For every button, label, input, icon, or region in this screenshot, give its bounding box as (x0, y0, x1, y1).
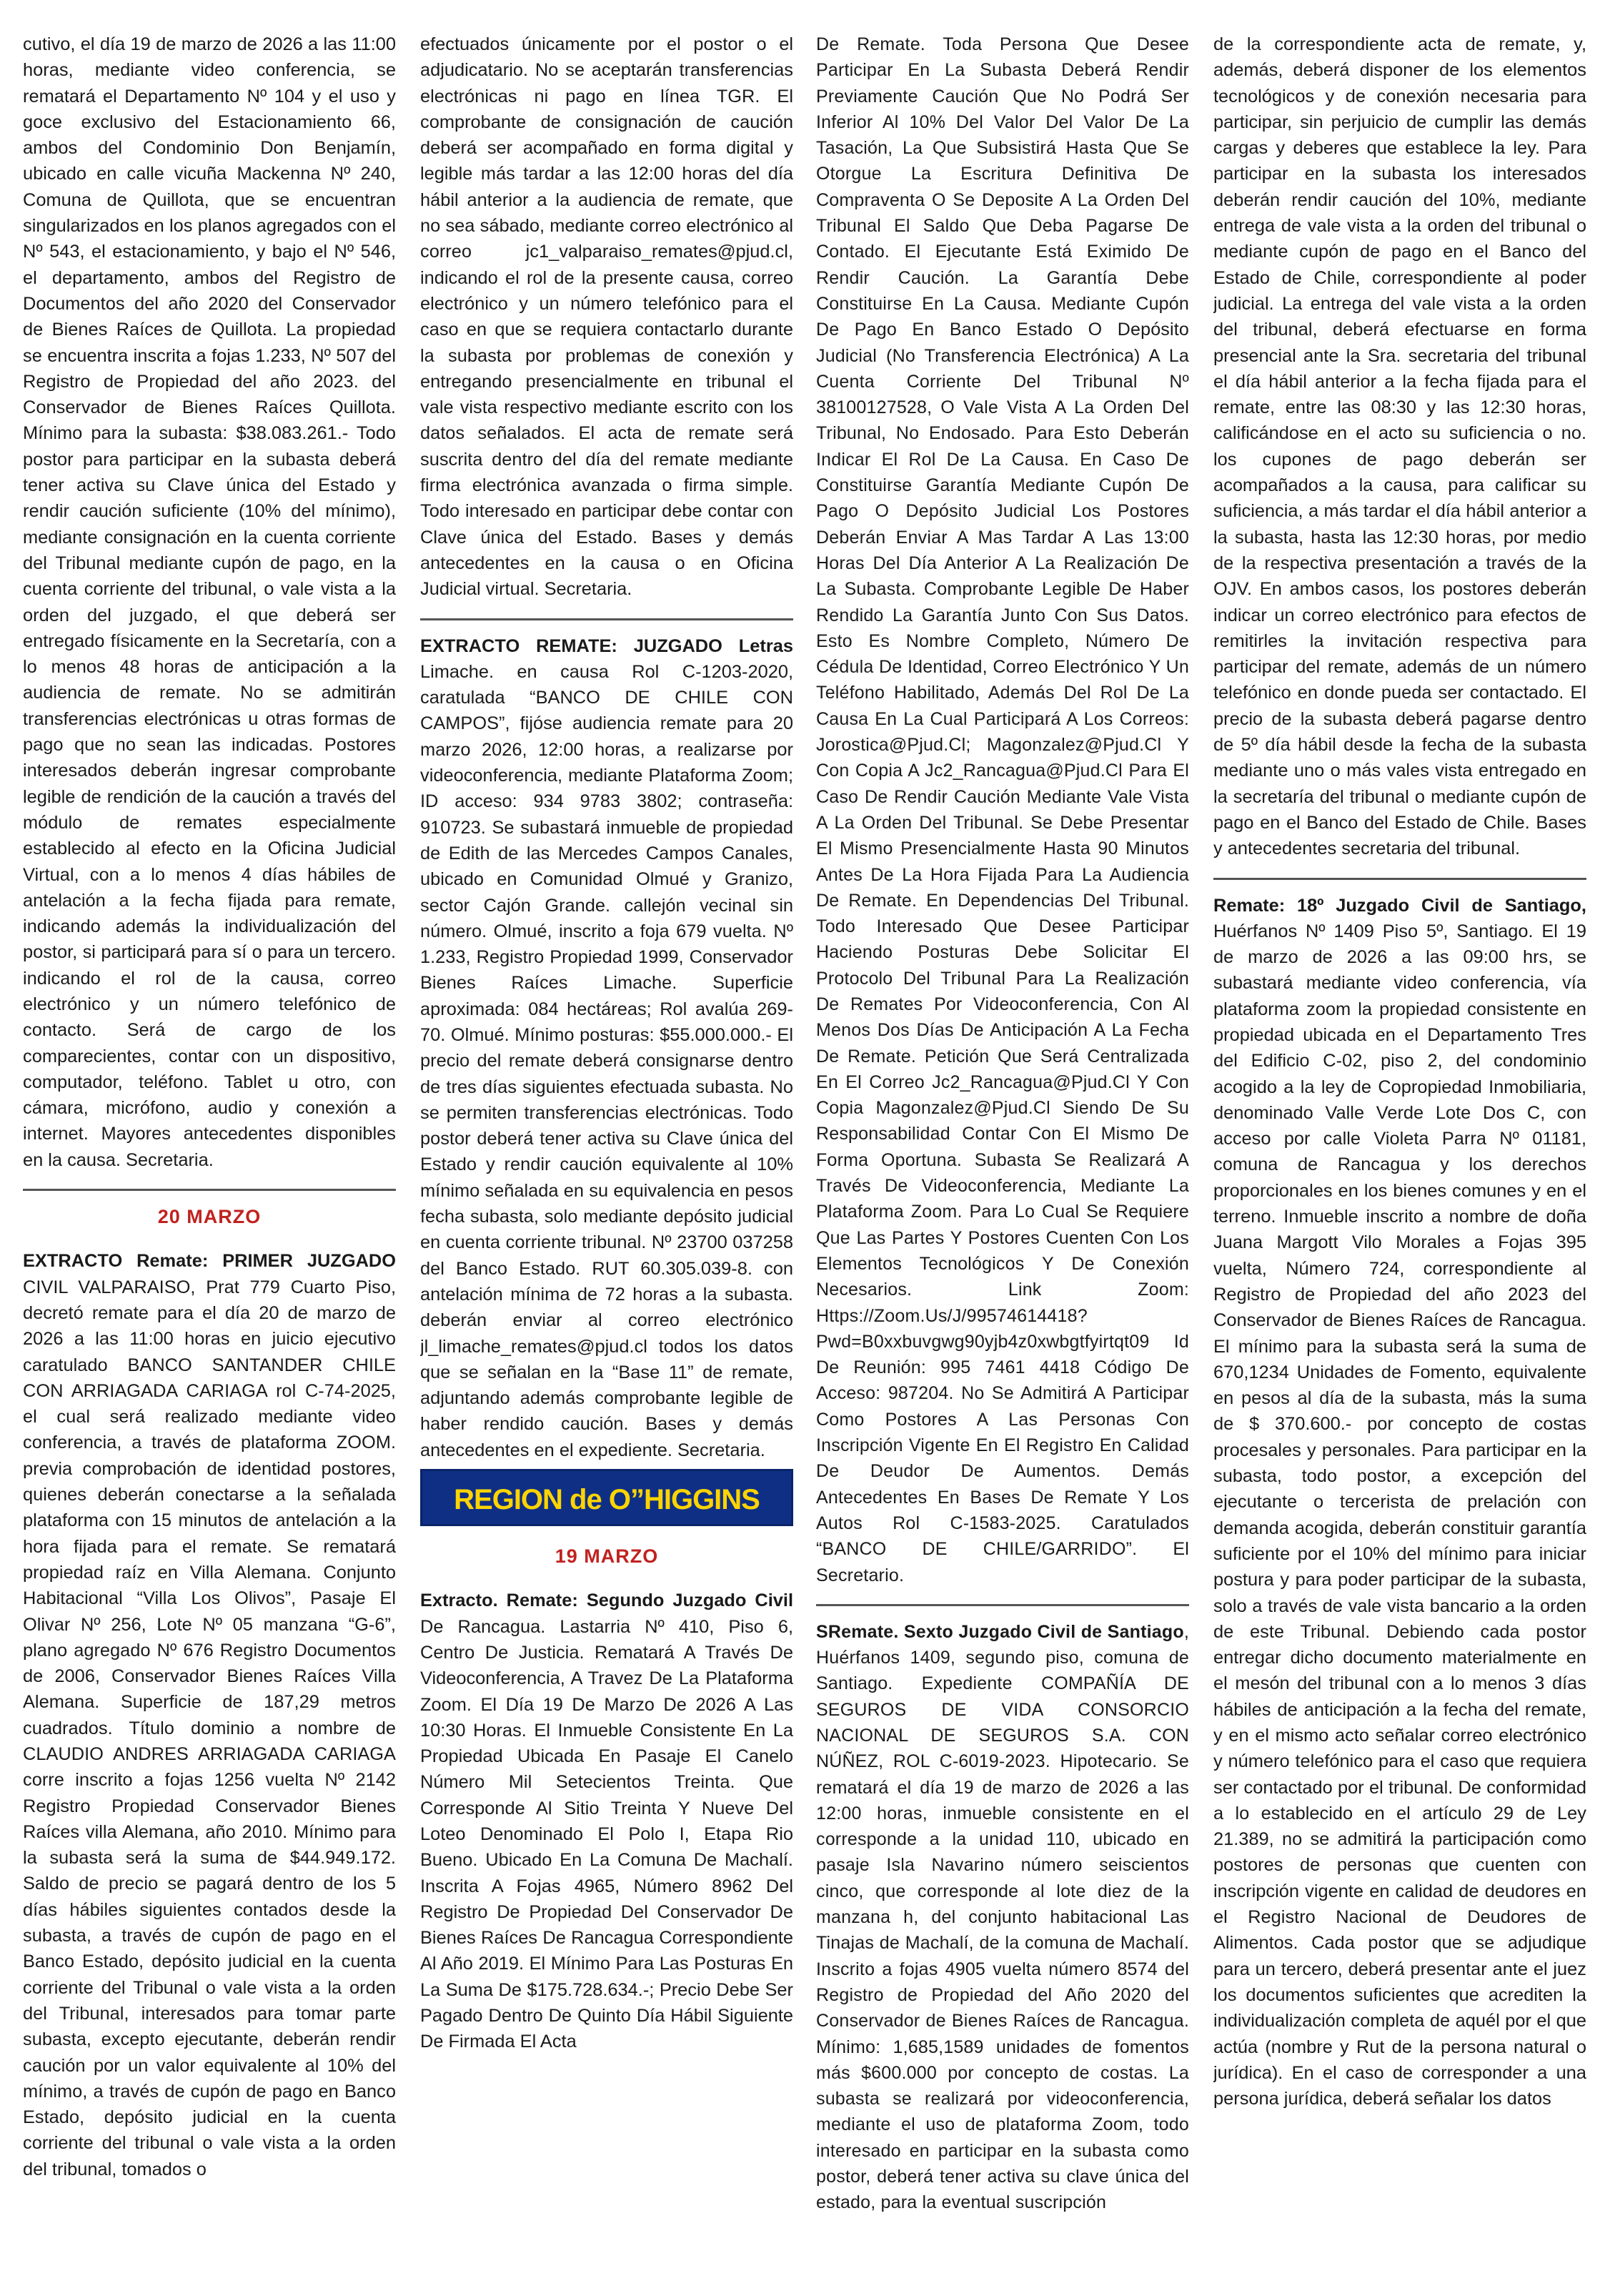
notice-body: de la correspondiente acta de remate, y, además, deberá disponer de los elementos tecnológicos y de conexión necesaria para participar, sin perjuicio de cumplir las demás cargas y deberes que establece la ley. Para participar en la subasta los interesados deberán rendir caución del 10%, mediante entrega de vale vista a la orden del tribunal o mediante cupón de pago en el Banco del Estado de Chile, correspondiente al poder judicial. La entrega del vale vista a la orden del tribunal, deberá efectuarse en forma presencial ante la Sra. secretaria del tribunal el día hábil anterior a la fecha fijada para el remate, entre las 08:30 y las 12:30 horas, calificándose en el acto su suficiencia o no. los cupones de pago deberán ser acompañados a la causa, para calificar su suficiencia, a más tardar el día hábil anterior a la subasta, hasta las 12:30 horas, por medio de la respectiva presentación a través de la OJV. En ambos casos, los postores deberán indicar un correo electrónico para efectos de remitirles la invitación respectiva para participar del remate, además de un número telefónico en donde pueda ser contactado. El precio de la subasta deberá pagarse dentro de 5º día hábil desde la fecha de la subasta mediante uno o más vales vista entregado en la secretaría del tribunal o mediante cupón de pago en el Banco del Estado de Chile. Bases y antecedentes secretaria del tribunal. (1213, 34, 1586, 859)
notice-heading: Remate: 18º Juzgado Civil de Santiago, (1213, 895, 1586, 916)
column-2 (420, 31, 793, 2276)
notice-juzgado-letras-limache (420, 633, 793, 1464)
notice-sexto-juzgado-santiago (816, 1619, 1189, 2216)
notice-body: cutivo, el día 19 de marzo de 2026 a las 11:00 horas, mediante video conferencia, se rematará el Departamento Nº 104 y el uso y goce exclusivo del Estacionamiento 66, ambos del Condominio Don Benjamín, ubicado en calle vicuña Mackenna Nº 240, Comuna de Quillota, que se encuentran singularizados en los planos agregados con el Nº 543, el estacionamiento, y bajo el Nº 546, el departamento, ambos del Registro de Documentos del año 2020 del Conservador de Bienes Raíces de Quillota. La propiedad se encuentra inscrita a fojas 1.233, Nº 507 del Registro de Propiedad del año 2023. del Conservador de Bienes Raíces Quillota. Mínimo para la subasta: $38.083.261.- Todo postor para participar en la subasta deberá tener activa su Clave única del Estado y rendir caución suficiente (10% del mínimo), mediante consignación en la cuenta corriente del Tribunal mediante cupón de pago, en la cuenta corriente del tribunal, o vale vista a la orden del juzgado, el que deberá ser entregado físicamente en la Secretaría, con a lo menos 48 horas de anticipación a la audiencia de remate. No se admitirán transferencias electrónicas u otras formas de pago que no sean las indicadas. Postores interesados deberán ingresar comprobante legible de rendición de la caución a través del módulo de remates especialmente establecido al efecto en la Oficina Judicial Virtual, con a lo menos 4 días hábiles de antelación a la fecha fijada para remate, indicando además la individualización del postor, si participará para sí o para un tercero. indicando el rol de la causa, correo electrónico y un número telefónico de contacto. Será de cargo de los comparecientes, contar con un dispositivo, computador, teléfono. Tablet u otro, con cámara, micrófono, audio y conexión a internet. Mayores antecedentes disponibles en la causa. Secretaria. (23, 34, 396, 1170)
divider (420, 618, 793, 620)
column-1 (23, 31, 396, 2276)
notice-body: De Rancagua. Lastarria Nº 410, Piso 6, Centro De Justicia. Rematará A Través De Videoconferencia, A Travez De La Plataforma Zoom. El Día 19 De Marzo De 2026 A Las 10:30 Horas. El Inmueble Consistente En La Propiedad Ubicada En Pasaje El Canelo Número Mil Setecientos Treinta. Que Corresponde Al Sitio Treinta Y Nueve Del Loteo Denominado El Polo I, Etapa Rio Bueno. Ubicado En La Comuna De Machalí. Inscrita A Fojas 4965, Número 8962 Del Registro De Propiedad Del Conservador De Bienes Raíces De Rancagua Correspondiente Al Año 2019. El Mínimo Para Las Posturas En La Suma De $175.728.634.-; Precio Debe Ser Pagado Dentro De Quinto Día Hábil Siguiente De Firmada El Acta (420, 1616, 793, 2052)
notice-heading: EXTRACTO Remate: PRIMER JUZGADO (23, 1251, 396, 1272)
notice-rancagua-continued (816, 31, 1189, 1588)
notice-heading: EXTRACTO REMATE: JUZGADO Letras (420, 635, 793, 656)
notice-body: efectuados únicamente por el postor o el adjudicatario. No se aceptarán transferencias electrónicas ni pago en línea TGR. El comprobante de consignación de caución deberá ser acompañado en forma digital y legible más tardar a las 12:00 horas del día hábil anterior a la audiencia de remate, que no sea sábado, mediante correo electrónico al correo jc1_valparaiso_remates@pjud.cl, indicando el rol de la presente causa, correo electrónico y un número telefónico para el caso en que se requiera contactarlo durante la subasta por problemas de conexión y entregando presencialmente en tribunal el vale vista respectivo mediante escrito con los datos señalados. El acta de remate será suscrita dentro del día del remate mediante firma electrónica avanzada o firma simple. Todo interesado en participar debe contar con Clave única del Estado. Bases y demás antecedentes en la causa o en Oficina Judicial virtual. Secretaria. (420, 34, 793, 600)
notice-segundo-juzgado-rancagua (420, 1588, 793, 2054)
column-4 (1213, 31, 1586, 2276)
notice-text (23, 1248, 396, 2182)
divider (23, 1189, 396, 1191)
column-3 (816, 31, 1189, 2276)
divider (1213, 878, 1586, 880)
notice-body: , Huérfanos 1409, segundo piso, comuna de Santiago. Expediente COMPAÑÍA DE SEGUROS DE VIDA CONSORCIO NACIONAL DE SEGUROS S.A. CON NÚÑEZ, ROL C-6019-2023. Hipotecario. Se rematará el día 19 de marzo de 2026 a las 12:00 horas, inmueble consistente en el corresponde a la unidad 110, ubicado en pasaje Isla Navarino número seiscientos cinco, que corresponde al lote diez de la manzana h, del conjunto habitacional Las Tinajas de Machalí, de la comuna de Machalí. Inscrito a fojas 4905 vuelta número 8574 del Registro de Propiedad del Año 2020 del Conservador de Bienes Raíces de Rancagua. Mínimo: 1,685,1589 unidades de fomentos más $600.000 por concepto de costas. La subasta se realizará por videoconferencia, mediante el uso de plataforma Zoom, todo interesado en participar en la subasta como postor, deberá tener activa su clave única del estado, para la eventual suscripción (816, 1621, 1189, 2213)
notice-body: De Remate. Toda Persona Que Desee Participar En La Subasta Deberá Rendir Previamente Caución Que No Podrá Ser Inferior Al 10% Del Valor Del Valor De La Tasación, La Que Subsistirá Hasta Que Se Otorgue La Escritura Definitiva De Compraventa O Se Deposite A La Orden Del Tribunal El Saldo Que Deba Pagarse De Contado. El Ejecutante Está Eximido De Rendir Caución. La Garantía Debe Constituirse En La Causa. Mediante Cupón De Pago En Banco Estado O Depósito Judicial (No Transferencia Electrónica) A La Cuenta Corriente Del Tribunal Nº 38100127528, O Vale Vista A La Orden Del Tribunal, No Endosado. Para Esto Deberán Indicar El Rol De La Causa. En Caso De Constituirse Garantía Mediante Cupón De Pago O Depósito Judicial Los Postores Deberán Enviar A Mas Tardar A Las 13:00 Horas Del Día Anterior A La Realización De La Subasta. Comprobante Legible De Haber Rendido La Garantía Junto Con Sus Datos. Esto Es Nombre Completo, Número De Cédula De Identidad, Correo Electrónico Y Un Teléfono Habilitado, Además Del Rol De La Causa En La Cual Participará A Los Correos: Jorostica@Pjud.Cl; Magonzalez@Pjud.Cl Y Con Copia A Jc2_Rancagua@Pjud.Cl Para El Caso De Rendir Caución Mediante Vale Vista A La Orden Del Tribunal. Se Debe Presentar El Mismo Presencialmente Hasta 90 Minutos Antes De La Hora Fijada Para La Audiencia De Remate. En Dependencias Del Tribunal. Todo Interesado Que Desee Participar Haciendo Posturas Debe Solicitar El Protocolo Del Tribunal Para La Realización De Remates Por Videoconferencia, Con Al Menos Dos Días De Anticipación A La Fecha De Remate. Petición Que Será Centralizada En El Correo Jc2_Rancagua@Pjud.Cl Y Con Copia Magonzalez@Pjud.Cl Siendo De Su Responsabilidad Contar Con El Mismo De Forma Oportuna. Subasta Se Realizará A Través De Videoconferencia, Mediante La Plataforma Zoom. Para Lo Cual Se Requiere Que Las Partes Y Postores Cuenten Con Los Elementos Tecnológicos Y De Conexión Necesarios. Link Zoom: Https://Zoom.Us/J/99574614418?Pwd=B0xxbuvgwg90yjb4z0xwbgtfyirtqt09 Id De Reunión: 995 7461 4418 Código De Acceso: 987204. No Se Admitirá A Participar Como Postores A Las Personas Con Inscripción Vigente En El Registro En Calidad De Deudor De Aumentos. Demás Antecedentes En Bases De Remate Y Los Autos Rol C-1583-2025. Caratulados “BANCO DE CHILE/GARRIDO”. El Secretario. (816, 34, 1189, 1585)
notice-body: Huérfanos Nº 1409 Piso 5º, Santiago. El 19 de marzo de 2026 a las 09:00 hrs, se subastará mediante video conferencia, vía plataforma zoom la propiedad consistente en propiedad ubicada en el Departamento Tres del Edificio C-02, piso 2, del condominio acogido a la ley de Copropiedad Inmobiliaria, denominado Valle Verde Lote Dos C, con acceso por calle Violeta Parra Nº 01181, comuna de Rancagua y los derechos proporcionales en los bienes comunes y en el terreno. Inmueble inscrito a nombre de doña Juana Margott Vilo Morales a Fojas 395 vuelta, Número 724, correspondiente al Registro de Propiedad del año 2023 del Conservador de Bienes Raíces de Rancagua. El mínimo para la subasta será la suma de 670,1234 Unidades de Fomento, equivalente en pesos al día de la subasta, más la suma de $ 370.600.- por concepto de costas procesales y personales. Para participar en la subasta, todo postor, a excepción del ejecutante o tercerista de prelación con demanda acogida, deberán constituir garantía suficiente por el 10% del mínimo para iniciar postura y para poder participar de la subasta, solo a través de vale vista bancario a la orden de este Tribunal. Debiendo cada postor entregar dicho documento materialmente en el mesón del tribunal con a lo menos 3 días hábiles de anticipación a la fecha del remate, y en el mismo acto señalar correo electrónico y número telefónico para el caso que requiera ser contactado por el tribunal. De conformidad a lo establecido en el artículo 29 de Ley 21.389, no se admitirá la participación como postores de personas que cuenten con inscripción vigente en calidad de deudores en el Registro Nacional de Deudores de Alimentos. Cada postor que se adjudique para un tercero, deberá presentar ante el juez los documentos suficientes que acrediten la individualización completa de aquél por el que actúa (nombre y Rut de la persona natural o jurídica). En el caso de corresponder a una persona jurídica, deberá señalar los datos (1213, 921, 1586, 2109)
notice-heading: SRemate. Sexto Juzgado Civil de Santiago (816, 1621, 1184, 1642)
notice-text (420, 1588, 793, 2054)
notice-text (1213, 893, 1586, 2112)
notice-body: Limache. en causa Rol C-1203-2020, caratulada “BANCO DE CHILE CON CAMPOS”, fijóse audiencia remate para 20 marzo 2026, 12:00 horas, a realizarse por videoconferencia, mediante Plataforma Zoom; ID acceso: 934 9783 3802; contraseña: 910723. Se subastará inmueble de propiedad de Edith de las Mercedes Campos Canales, ubicado en Comunidad Olmué y Granizo, sector Cajón Grande. callejón vecinal sin número. Olmué, inscrito a foja 679 vuelta. Nº 1.233, Registro Propiedad 1999, Conservador Bienes Raíces Limache. Superficie aproximada: 084 hectáreas; Rol avalúa 269-70. Olmué. Mínimo posturas: $55.000.000.- El precio del remate deberá consignarse dentro de tres días siguientes efectuada subasta. No se permiten transferencias electrónicas. Todo postor deberá tener activa su Clave única del Estado y rendir caución equivalente al 10% mínimo señalada en su equivalencia en pesos fecha subasta, solo mediante depósito judicial en cuenta corriente tribunal. Nº 23700 037258 del Banco Estado. RUT 60.305.039-8. con antelación mínima de 72 horas a la subasta. deberán enviar al correo electrónico jl_limache_remates@pjud.cl todos los datos que se señalan en la “Base 11” de remate, adjuntando además comprobante legible de haber rendido caución. Bases y demás antecedentes en el expediente. Secretaria. (420, 661, 793, 1460)
notice-text (816, 1619, 1189, 2216)
date-header: 19 MARZO (555, 1545, 659, 1568)
notice-valparaiso-continued (420, 31, 793, 603)
date-header: 20 MARZO (157, 1206, 262, 1228)
notice-primer-juzgado-valparaiso (23, 1248, 396, 2182)
notice-sexto-juzgado-continued (1213, 31, 1586, 862)
region-banner: REGION de O”HIGGINS (420, 1469, 793, 1526)
notice-18-juzgado-santiago (1213, 893, 1586, 2112)
notice-heading: Extracto. Remate: Segundo Juzgado Civil (420, 1590, 793, 1611)
notice-quillota-continued (23, 31, 396, 1173)
notice-body: CIVIL VALPARAISO, Prat 779 Cuarto Piso, decretó remate para el día 20 de marzo de 2026 a las 11:00 horas en juicio ejecutivo caratulado BANCO SANTANDER CHILE CON ARRIAGADA CARIAGA rol C-74-2025, el cual será realizado mediante video conferencia, a través de plataforma ZOOM. previa comprobación de identidad postores, quienes deberán conectarse a la señalada plataforma con 15 minutos de antelación a la hora fijada para el remate. Se rematará propiedad raíz en Villa Alemana. Conjunto Habitacional “Villa Los Olivos”, Pasaje El Olivar Nº 256, Lote Nº 05 manzana “G-6”, plano agregado Nº 676 Registro Documentos de 2006, Conservador Bienes Raíces Villa Alemana. Superficie de 187,29 metros cuadrados. Título dominio a nombre de CLAUDIO ANDRES ARRIAGADA CARIAGA corre inscrito a fojas 1256 vuelta Nº 2142 Registro Propiedad Conservador Bienes Raíces villa Alemana, año 2010. Mínimo para la subasta será la suma de $44.949.172. Saldo de precio se pagará dentro de los 5 días hábiles siguientes contados desde la subasta, a través de cupón de pago en el Banco Estado, depósito judicial en la cuenta corriente del Tribunal o vale vista a la orden del Tribunal, interesados para tomar parte subasta, excepto ejecutante, deberán rendir caución por un valor equivalente al 10% del mínimo, a través de cupón de pago en Banco Estado, depósito judicial en la cuenta corriente del tribunal o vale vista a la orden del tribunal, tomados o (23, 1277, 396, 2179)
notice-text (420, 633, 793, 1464)
divider (816, 1604, 1189, 1606)
